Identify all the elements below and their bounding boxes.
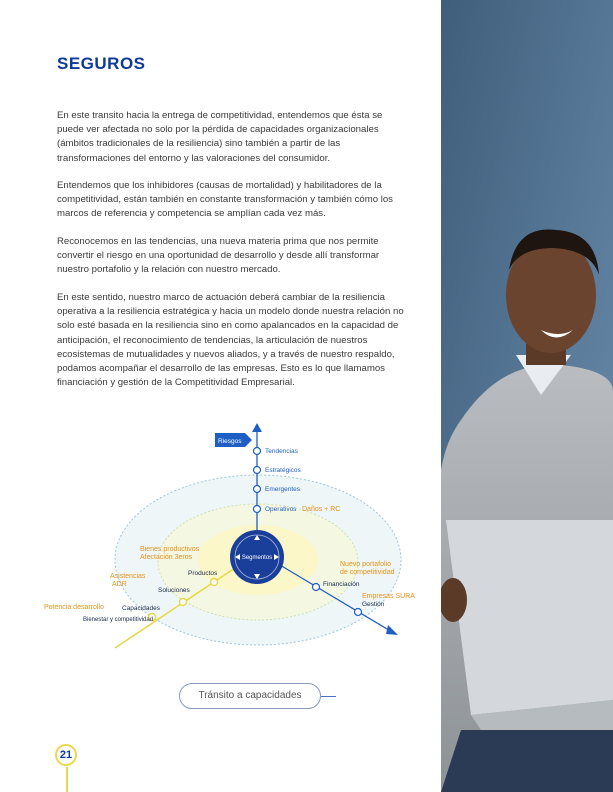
left-point-bienestar: Bienestar y competitividad	[83, 617, 154, 623]
page-number-line	[66, 767, 68, 792]
left-point-productos: Productos	[188, 570, 218, 577]
caption-pill: Tránsito a capacidades	[179, 683, 321, 709]
left-point-capacidades: Capacidades	[122, 605, 160, 612]
right-annotation-2: de competitividad	[340, 569, 395, 576]
left-annotation-2: Afectación 3eros	[140, 554, 193, 561]
paragraph-2: Entendemos que los inhibidores (causas de mortalidad) y habilitadores de la competitividad, están también en constante transformación y también cómo los marcos de referencia y competencia se amplían cada vez más.	[57, 180, 393, 220]
left-point-soluciones: Soluciones	[158, 587, 190, 594]
page-number: 21	[55, 744, 77, 766]
right-annotation-3: Empresas SURA	[362, 593, 415, 600]
segments-diagram	[40, 420, 420, 655]
risk-annotation: Daños + RC	[302, 506, 341, 513]
person-photo	[441, 0, 613, 792]
paragraph-3: Reconocemos en las tendencias, una nueva materia prima que nos permite convertir el riesgo en una oportunidad de desarrollo y desde allí transformar nuestro portafolio y la relación con nuestro mercado.	[57, 236, 380, 276]
left-annotation-5: Potencia desarrollo	[44, 604, 104, 611]
risk-point-estrategicos: Estratégicos	[265, 467, 301, 474]
risk-point-emergentes: Emergentes	[265, 486, 301, 493]
left-annotation-3: Asistencias	[110, 573, 146, 580]
paragraph-1: En este transito hacia la entrega de competitividad, entendemos que ésta se puede ver afectada no solo por la pérdida de capacidades organizacionales (ámbitos tradicionales de la resiliencia) sino también a partir de las transformaciones del entorno y las valoraciones del consumidor.	[57, 110, 383, 164]
center-label: Segmentos	[241, 555, 273, 561]
page-title: SEGUROS	[57, 54, 146, 73]
caption-connector	[321, 696, 336, 697]
right-point-financiacion: Financiación	[323, 581, 360, 588]
left-annotation-4: ADR	[112, 581, 127, 588]
risk-axis-label: Riesgos	[218, 438, 242, 445]
risk-point-operativos: Operativos	[265, 506, 297, 513]
right-point-gestion: Gestión	[362, 601, 385, 608]
left-annotation-1: Bienes productivos	[140, 546, 200, 553]
risk-point-tendencias: Tendencias	[265, 448, 298, 455]
right-annotation-1: Nuevo portafolio	[340, 561, 391, 568]
paragraph-4: En este sentido, nuestro marco de actuación deberá cambiar de la resiliencia operativa a la resiliencia estratégica y hacia un modelo donde nuestra relación no solo esté basada en la resiliencia sino en como apalancados en la capacidad de anticipación, el reconocimiento de tendencias, la articulación de nuestros ecosistemas de mutualidades y nuevos aliados, y a través de nuestro respaldo, podamos acompañar el desarrollo de las empresas. Esto es lo que llamamos financiación y gestión de la Competitividad Empresarial.	[57, 292, 404, 389]
